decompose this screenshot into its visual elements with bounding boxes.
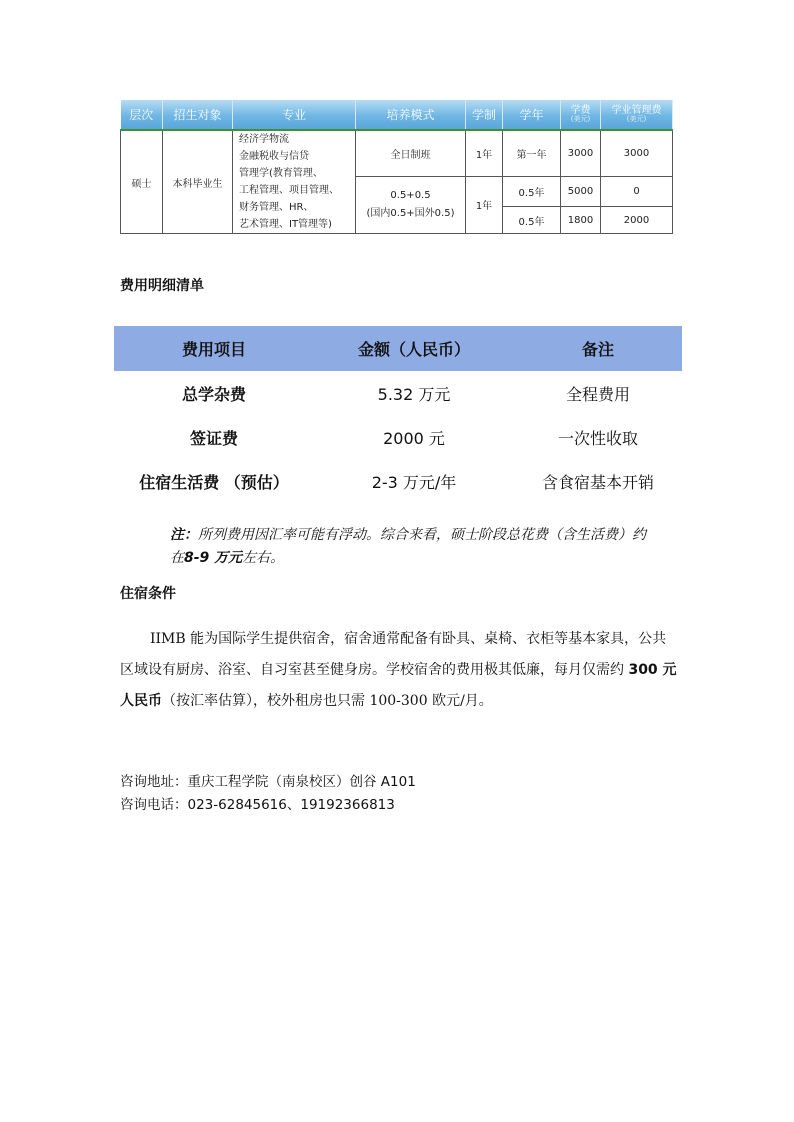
cell-target: 本科毕业生: [163, 130, 233, 234]
fee-note: 含食宿基本开销: [541, 472, 654, 492]
fee-section-title: 费用明细清单: [120, 278, 204, 294]
fee-col-note: 备注: [514, 326, 682, 371]
program-table: [120, 100, 673, 234]
fee-item: 总学杂费: [181, 384, 246, 404]
table-row: [114, 459, 682, 503]
contact-address: 咨询地址：重庆工程学院（南泉校区）创谷 A101: [120, 774, 416, 790]
fee-amount: 2000 元: [383, 428, 445, 448]
housing-text-end: （按汇率估算），校外租房也只需 100-300 欧元/月。: [162, 693, 493, 709]
cell-mgmt-fee: 0: [601, 176, 673, 207]
cell-level: 硕士: [121, 130, 163, 234]
cell-year: 第一年: [503, 130, 561, 176]
program-table-header: [121, 100, 673, 130]
header-tuition: [561, 100, 601, 130]
fee-table-header: [114, 326, 682, 371]
cell-duration: 1年: [466, 176, 503, 234]
cell-tuition: 3000: [561, 130, 601, 176]
fee-amount: 2-3 万元/年: [371, 472, 457, 492]
housing-highlight: 300 元人民币: [120, 662, 677, 709]
fee-note: 一次性收取: [557, 428, 638, 448]
header-tuition-unit: (美元): [570, 115, 591, 123]
header-mode: 培养模式: [356, 100, 466, 130]
fee-table: [114, 326, 682, 503]
header-mgmt-fee: [601, 100, 673, 130]
header-year: 学年: [503, 100, 561, 130]
cell-tuition: 5000: [561, 176, 601, 207]
housing-title: 住宿条件: [120, 586, 176, 602]
header-mgmt-unit: (美元): [626, 115, 647, 123]
major-line: 财务管理、HR、: [239, 202, 314, 213]
major-line: 艺术管理、IT管理等): [239, 219, 332, 230]
header-target: 招生对象: [163, 100, 233, 130]
housing-paragraph: [120, 624, 680, 717]
major-line: 金融税收与信贷: [239, 151, 309, 162]
cell-majors: [233, 130, 356, 234]
cell-mode: [356, 176, 466, 234]
fee-note-paragraph: [170, 524, 650, 570]
cell-year: 0.5年: [503, 176, 561, 207]
fee-col-item: 费用项目: [114, 326, 314, 371]
note-prefix: 注：: [170, 527, 198, 543]
table-row: [114, 415, 682, 459]
fee-item: 住宿生活费 （预估）: [139, 472, 289, 492]
table-row: [121, 130, 673, 176]
note-text: 所列费用因汇率可能有浮动。综合来看，硕士阶段总花费（含生活费）约在: [170, 527, 646, 566]
header-mgmt-label: 学业管理费: [611, 105, 662, 116]
header-level: 层次: [121, 100, 163, 130]
fee-item: 签证费: [189, 428, 238, 448]
mode-line: 0.5+0.5: [390, 189, 431, 201]
fee-note: 全程费用: [565, 384, 630, 404]
cell-tuition: 1800: [561, 207, 601, 234]
cell-year: 0.5年: [503, 207, 561, 234]
cell-mgmt-fee: 2000: [601, 207, 673, 234]
housing-text: IIMB 能为国际学生提供宿舍，宿舍通常配备有卧具、桌椅、衣柜等基本家具，公共区域设有厨房、浴室、自习室甚至健身房。学校宿舍的费用极其低廉，每月仅需约: [120, 631, 667, 678]
header-duration: 学制: [466, 100, 503, 130]
note-highlight: 8-9 万元: [184, 550, 243, 566]
cell-mode: 全日制班: [356, 130, 466, 176]
mode-line: (国内0.5+国外0.5): [366, 207, 455, 219]
cell-duration: 1年: [466, 130, 503, 176]
contact-phone: 咨询电话：023-62845616、19192366813: [120, 797, 395, 813]
header-tuition-label: 学费: [570, 105, 591, 116]
major-line: 管理学(教育管理、: [239, 168, 323, 179]
major-line: 经济学物流: [239, 134, 289, 145]
major-line: 工程管理、项目管理、: [239, 185, 339, 196]
table-row: [114, 371, 682, 415]
cell-mgmt-fee: 3000: [601, 130, 673, 176]
fee-col-amount: 金额（人民币）: [314, 326, 514, 371]
fee-amount: 5.32 万元: [377, 384, 451, 404]
note-text-end: 左右。: [242, 550, 285, 566]
header-major: 专业: [233, 100, 356, 130]
